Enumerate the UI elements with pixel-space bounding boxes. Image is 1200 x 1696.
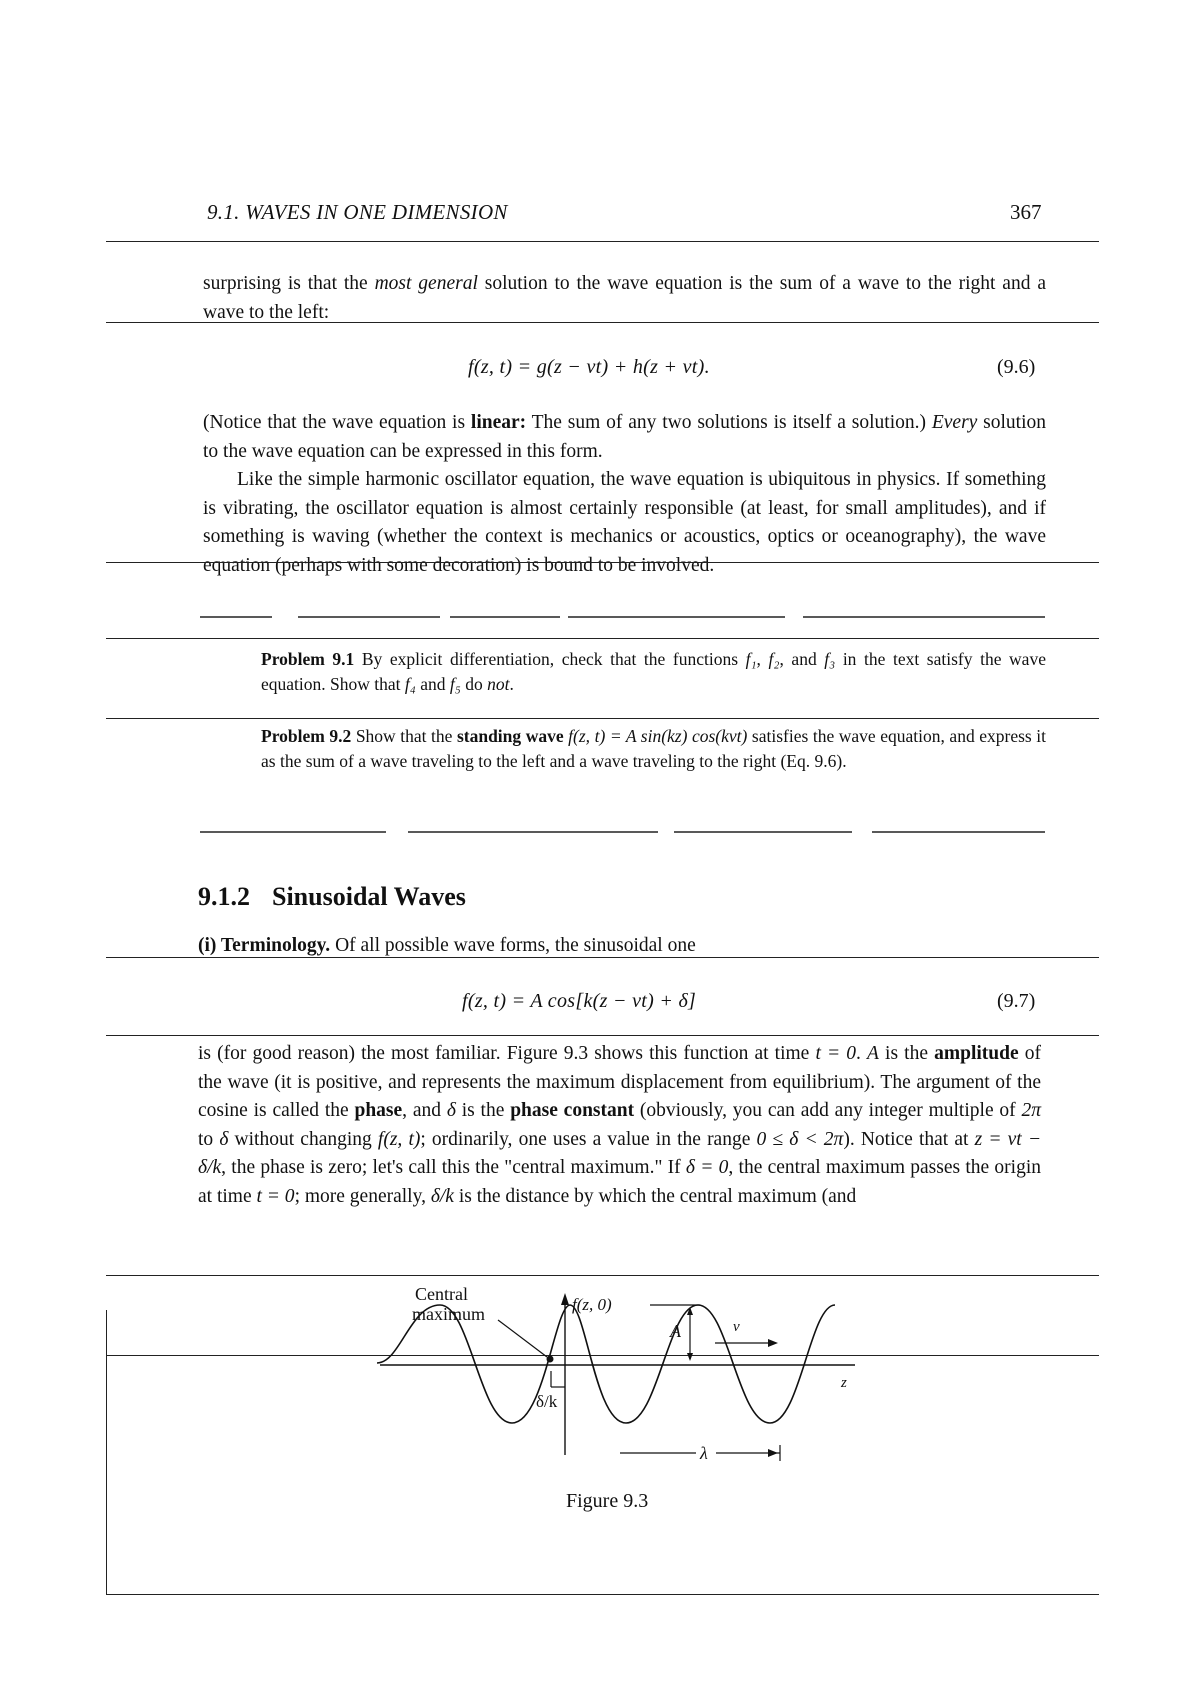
- figure-caption: Figure 9.3: [566, 1490, 649, 1512]
- callout-label: Central: [415, 1284, 468, 1304]
- separator-dashes: [200, 827, 1050, 837]
- emphasis-every: Every: [931, 412, 978, 433]
- scan-rule: [106, 957, 1099, 958]
- equation-9-7: f(z, t) = A cos[k(z − vt) + δ]: [462, 990, 697, 1012]
- amplitude-paragraph: is (for good reason) the most familiar. Figure 9.3 shows this function at time t = 0. A is the amplitude of the wave (it is positive, and represents the maximum displacement from equilibrium). The argument of the cosine is called the phase, and δ is the phase constant (obviously, you can add any integer multiple of 2π to δ without changing f(z, t); ordinarily, one uses a value in the range 0 ≤ δ < 2π). Notice that at z = vt − δ/k, the phase is zero; let's call this the "central maximum." If δ = 0, the central maximum passes the origin at time t = 0; more generally, δ/k is the distance by which the central maximum (and: [198, 1043, 1042, 1207]
- velocity-label: v: [733, 1319, 740, 1335]
- scan-rule: [106, 562, 1099, 563]
- equation-9-6: f(z, t) = g(z − vt) + h(z + vt).: [468, 356, 710, 378]
- offset-label: δ/k: [536, 1392, 558, 1411]
- term-amplitude: amplitude: [934, 1043, 1019, 1064]
- callout-leader: [498, 1320, 547, 1357]
- header-rule: [106, 241, 1099, 242]
- scan-rule: [106, 718, 1099, 719]
- scan-rule: [106, 1035, 1099, 1036]
- term-standing-wave: standing wave: [456, 726, 564, 746]
- problem-9-2: Problem 9.2 Show that the standing wave f(z, t) = A sin(kz) cos(kvt) satisfies the wave equation, and express it as the sum of a wave traveling to the left and a wave traveling to the right (Eq. 9.6).: [261, 726, 1046, 771]
- separator-dashes: [200, 612, 1050, 622]
- scan-vertical-rule: [106, 1310, 107, 1594]
- intro-paragraph: surprising is that the most general solution to the wave equation is the sum of a wave to the right and a wave to the left:: [203, 273, 1046, 323]
- section-heading: [198, 882, 466, 912]
- amplitude-arrowhead: [687, 1353, 693, 1361]
- problem-9-1: Problem 9.1 By explicit differentiation, check that the functions f₁, f₂, and f₃ in the text satisfy the wave equation. Show that f₄ and f₅ do not.: [261, 649, 1046, 694]
- section-number: 9.1.2: [198, 882, 250, 911]
- figure-9-3: [360, 1275, 880, 1485]
- scan-rule: [106, 1594, 1099, 1595]
- ubiquity-paragraph: Like the simple harmonic oscillator equation, the wave equation is ubiquitous in physics. If something is vibrating, the oscillator equation is almost certainly responsible (at least, for small amplitudes), and if something is waving (whether the context is mechanics or acoustics, optics or oceanography), the wave equation (perhaps with some decoration) is bound to be involved.: [203, 469, 1046, 576]
- wavelength-label: λ: [700, 1443, 708, 1463]
- terminology-line: (i) Terminology. Of all possible wave forms, the sinusoidal one: [198, 935, 696, 956]
- problem-9-2-label: Problem 9.2: [261, 726, 352, 746]
- equation-number-9-7: (9.7): [997, 990, 1036, 1012]
- scan-rule: [106, 638, 1099, 639]
- emphasis-most-general: most general: [374, 273, 478, 294]
- section-title: Sinusoidal Waves: [272, 882, 466, 911]
- term-phase: phase: [354, 1100, 403, 1121]
- page-number: 367: [1010, 200, 1042, 224]
- term-linear: linear:: [470, 412, 527, 433]
- running-head: 9.1. WAVES IN ONE DIMENSION: [207, 200, 508, 224]
- amplitude-label: A: [670, 1321, 681, 1341]
- y-axis-arrowhead: [561, 1293, 569, 1305]
- y-axis-label: f(z, 0): [572, 1295, 612, 1314]
- wavelength-arrowhead: [768, 1449, 778, 1457]
- x-axis-label: z: [841, 1375, 847, 1391]
- terminology-label: (i) Terminology.: [198, 935, 331, 956]
- linear-note-paragraph: (Notice that the wave equation is linear: The sum of any two solutions is itself a solution.) Every solution to the wave equation can be expressed in this form. Like the simple harmonic oscillator equation, the wave equation is ubiquitous in physics. If something is vibrating, the oscillator equation is almost certainly responsible (at least, for small amplitudes), and if something is waving (whether the context is mechanics or acoustics, optics or oceanography), the wave equation (perhaps with some decoration) is bound to be involved.: [203, 409, 1046, 580]
- callout-label: maximum: [412, 1304, 485, 1324]
- amplitude-arrowhead: [687, 1307, 693, 1315]
- problem-9-1-label: Problem 9.1: [261, 649, 355, 669]
- central-max-dot: [547, 1356, 554, 1363]
- scan-rule: [106, 322, 1099, 323]
- equation-number-9-6: (9.6): [997, 356, 1036, 378]
- term-phase-constant: phase constant: [510, 1100, 635, 1121]
- velocity-arrowhead: [768, 1339, 778, 1347]
